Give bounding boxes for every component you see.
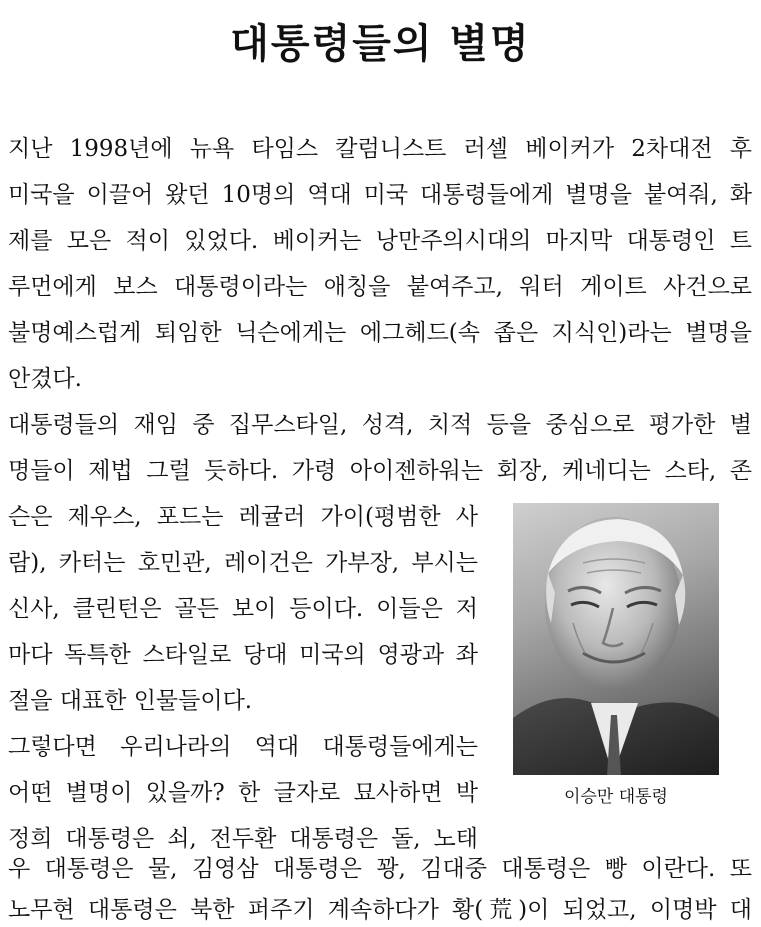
portrait-photo bbox=[513, 503, 719, 775]
text-line: 명들이 제법 그럴 듯하다. 가령 아이젠하워는 회장, 케네디는 스타, 존 bbox=[8, 458, 752, 484]
text-line: 슨은 제우스, 포드는 레귤러 가이(평범한 사 bbox=[8, 504, 478, 530]
text-line: 제를 모은 적이 있었다. 베이커는 낭만주의시대의 마지막 대통령인 트 bbox=[8, 228, 752, 254]
text-line: 람), 카터는 호민관, 레이건은 가부장, 부시는 bbox=[8, 550, 478, 576]
text-line: 우 대통령은 물, 김영삼 대통령은 꽝, 김대중 대통령은 빵 이란다. 또 bbox=[8, 856, 752, 882]
text-line: 신사, 클린턴은 골든 보이 등이다. 이들은 저 bbox=[8, 596, 478, 622]
text-line: 미국을 이끌어 왔던 10명의 역대 미국 대통령들에게 별명을 붙여줘, 화 bbox=[8, 182, 752, 208]
text-line: 어떤 별명이 있을까? 한 글자로 묘사하면 박 bbox=[8, 780, 478, 806]
text-line: 그렇다면 우리나라의 역대 대통령들에게는 bbox=[8, 734, 478, 760]
text-line: 지난 1998년에 뉴욕 타임스 칼럼니스트 러셀 베이커가 2차대전 후 bbox=[8, 136, 752, 162]
text-line: 대통령들의 재임 중 집무스타일, 성격, 치적 등을 중심으로 평가한 별 bbox=[8, 412, 752, 438]
text-line: 마다 독특한 스타일로 당대 미국의 영광과 좌 bbox=[8, 642, 478, 668]
text-line: 불명예스럽게 퇴임한 닉슨에게는 에그헤드(속 좁은 지식인)라는 별명을 bbox=[8, 320, 752, 346]
text-line: 절을 대표한 인물들이다. bbox=[8, 688, 253, 714]
page-title: 대통령들의 별명 bbox=[230, 20, 531, 67]
photo-caption: 이승만 대통령 bbox=[564, 787, 668, 807]
text-line: 노무현 대통령은 북한 퍼주기 계속하다가 황(荒)이 되었고, 이명박 대 bbox=[8, 897, 752, 923]
text-line: 정희 대통령은 쇠, 전두환 대통령은 돌, 노태 bbox=[8, 826, 478, 852]
text-line: 안겼다. bbox=[8, 366, 82, 392]
portrait-photo-icon bbox=[513, 503, 719, 775]
text-line: 루먼에게 보스 대통령이라는 애칭을 붙여주고, 워터 게이트 사건으로 bbox=[8, 274, 752, 300]
